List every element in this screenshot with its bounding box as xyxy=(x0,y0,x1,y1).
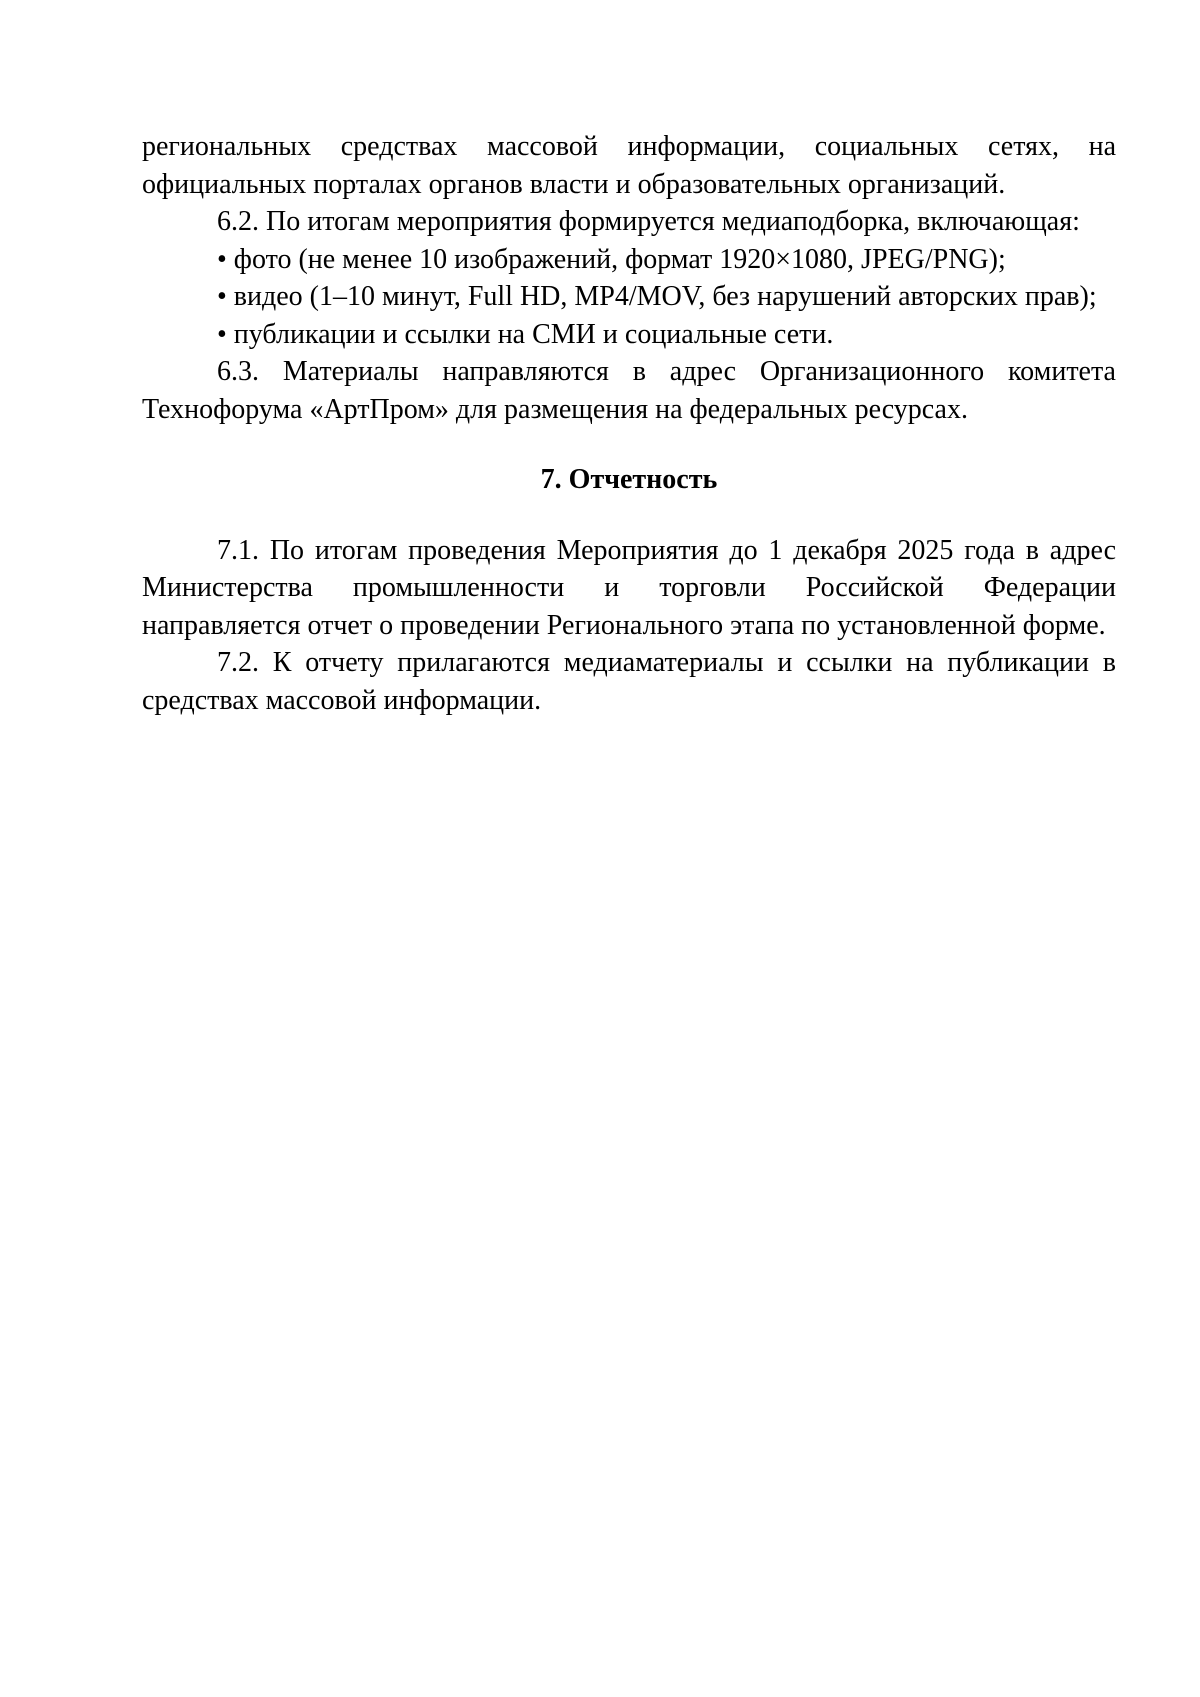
paragraph-7-1: 7.1. По итогам проведения Мероприятия до 1 декабря 2025 года в адрес Министерства промышленности и торговли Российской Федерации направляется отчет о проведении Регионального этапа по установленной форме. xyxy=(142,534,1116,641)
bullet-video: • видео (1–10 минут, Full HD, MP4/MOV, без нарушений авторских прав); xyxy=(217,281,1097,312)
paragraph-6-2: 6.2. По итогам мероприятия формируется медиаподборка, включающая: xyxy=(217,206,1080,237)
paragraph-6-3: 6.3. Материалы направляются в адрес Организационного комитета Технофорума «АртПром» для размещения на федеральных ресурсах. xyxy=(142,356,1116,425)
section-7-heading: 7. Отчетность xyxy=(540,464,718,495)
bullet-photo: • фото (не менее 10 изображений, формат 1920×1080, JPEG/PNG); xyxy=(217,243,1006,275)
bullet-publications: • публикации и ссылки на СМИ и социальные сети. xyxy=(217,318,834,350)
paragraph-7-2: 7.2. К отчету прилагаются медиаматериалы и ссылки на публикации в средствах массовой информации. xyxy=(142,647,1116,716)
section6-continuation-paragraph: региональных средствах массовой информации, социальных сетях, на официальных порталах органов власти и образовательных организаций. xyxy=(142,131,1116,200)
document-body xyxy=(142,128,1116,719)
